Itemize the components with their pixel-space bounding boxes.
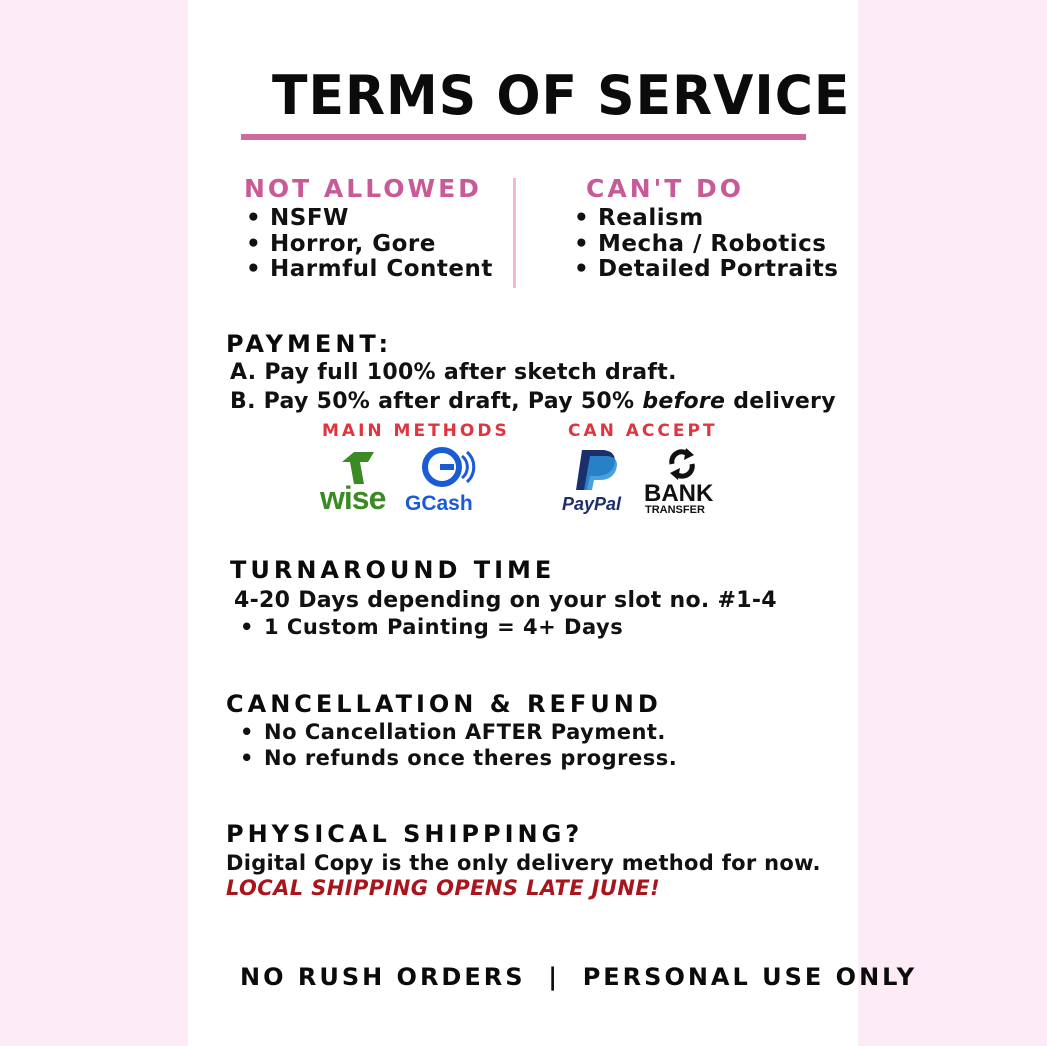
not-allowed-list	[246, 206, 493, 283]
list-item: • 1 Custom Painting = 4+ Days	[240, 615, 623, 641]
turnaround-list	[240, 615, 623, 641]
cant-do-list	[574, 206, 838, 283]
not-allowed-heading: NOT ALLOWED	[244, 174, 482, 203]
turnaround-line: 4-20 Days depending on your slot no. #1-4	[234, 588, 777, 613]
page-title: TERMS OF SERVICE	[272, 64, 851, 128]
column-divider	[513, 178, 516, 288]
gcash-logo-icon	[404, 446, 488, 516]
can-accept-heading: CAN ACCEPT	[568, 421, 718, 441]
list-item: • NSFW	[246, 206, 493, 232]
cant-do-heading: CAN'T DO	[586, 174, 745, 203]
wise-logo-text: wise	[320, 480, 386, 516]
footer-note: NO RUSH ORDERS | PERSONAL USE ONLY	[240, 963, 918, 991]
bank-logo-text: BANK	[644, 480, 714, 507]
payment-option-b	[230, 389, 836, 414]
cancellation-list	[240, 720, 677, 771]
turnaround-heading: TURNAROUND TIME	[230, 556, 556, 584]
payment-option-b-pre: B. Pay 50% after draft, Pay 50%	[230, 389, 643, 414]
list-item: • Detailed Portraits	[574, 257, 838, 283]
wise-logo-icon	[320, 448, 392, 514]
list-item: • Horror, Gore	[246, 232, 493, 258]
paypal-logo-icon	[560, 446, 632, 516]
list-item: • Realism	[574, 206, 838, 232]
payment-option-a: A. Pay full 100% after sketch draft.	[230, 360, 677, 385]
shipping-note: LOCAL SHIPPING OPENS LATE JUNE!	[226, 876, 661, 900]
main-methods-heading: MAIN METHODS	[322, 421, 510, 441]
paypal-logo-label: PayPal	[562, 494, 622, 514]
list-item: • No Cancellation AFTER Payment.	[240, 720, 677, 746]
list-item: • Mecha / Robotics	[574, 232, 838, 258]
payment-option-b-post: delivery	[725, 389, 836, 414]
list-item: • No refunds once theres progress.	[240, 746, 677, 772]
gcash-logo-text: GCash	[405, 492, 473, 515]
gcash-g-icon	[404, 446, 488, 488]
shipping-heading: PHYSICAL SHIPPING?	[226, 820, 584, 848]
bank-transfer-icon	[642, 446, 722, 518]
payment-option-b-emphasis: before	[642, 389, 726, 414]
paypal-p-icon	[560, 446, 632, 492]
shipping-line: Digital Copy is the only delivery method for now.	[226, 851, 821, 875]
cancellation-heading: CANCELLATION & REFUND	[226, 690, 662, 718]
list-item: • Harmful Content	[246, 257, 493, 283]
transfer-arrows-icon	[642, 446, 722, 482]
title-underline	[241, 134, 806, 140]
paypal-logo-text	[562, 494, 621, 515]
bank-logo-subtext: TRANSFER	[645, 504, 705, 516]
payment-heading: PAYMENT:	[226, 330, 393, 358]
